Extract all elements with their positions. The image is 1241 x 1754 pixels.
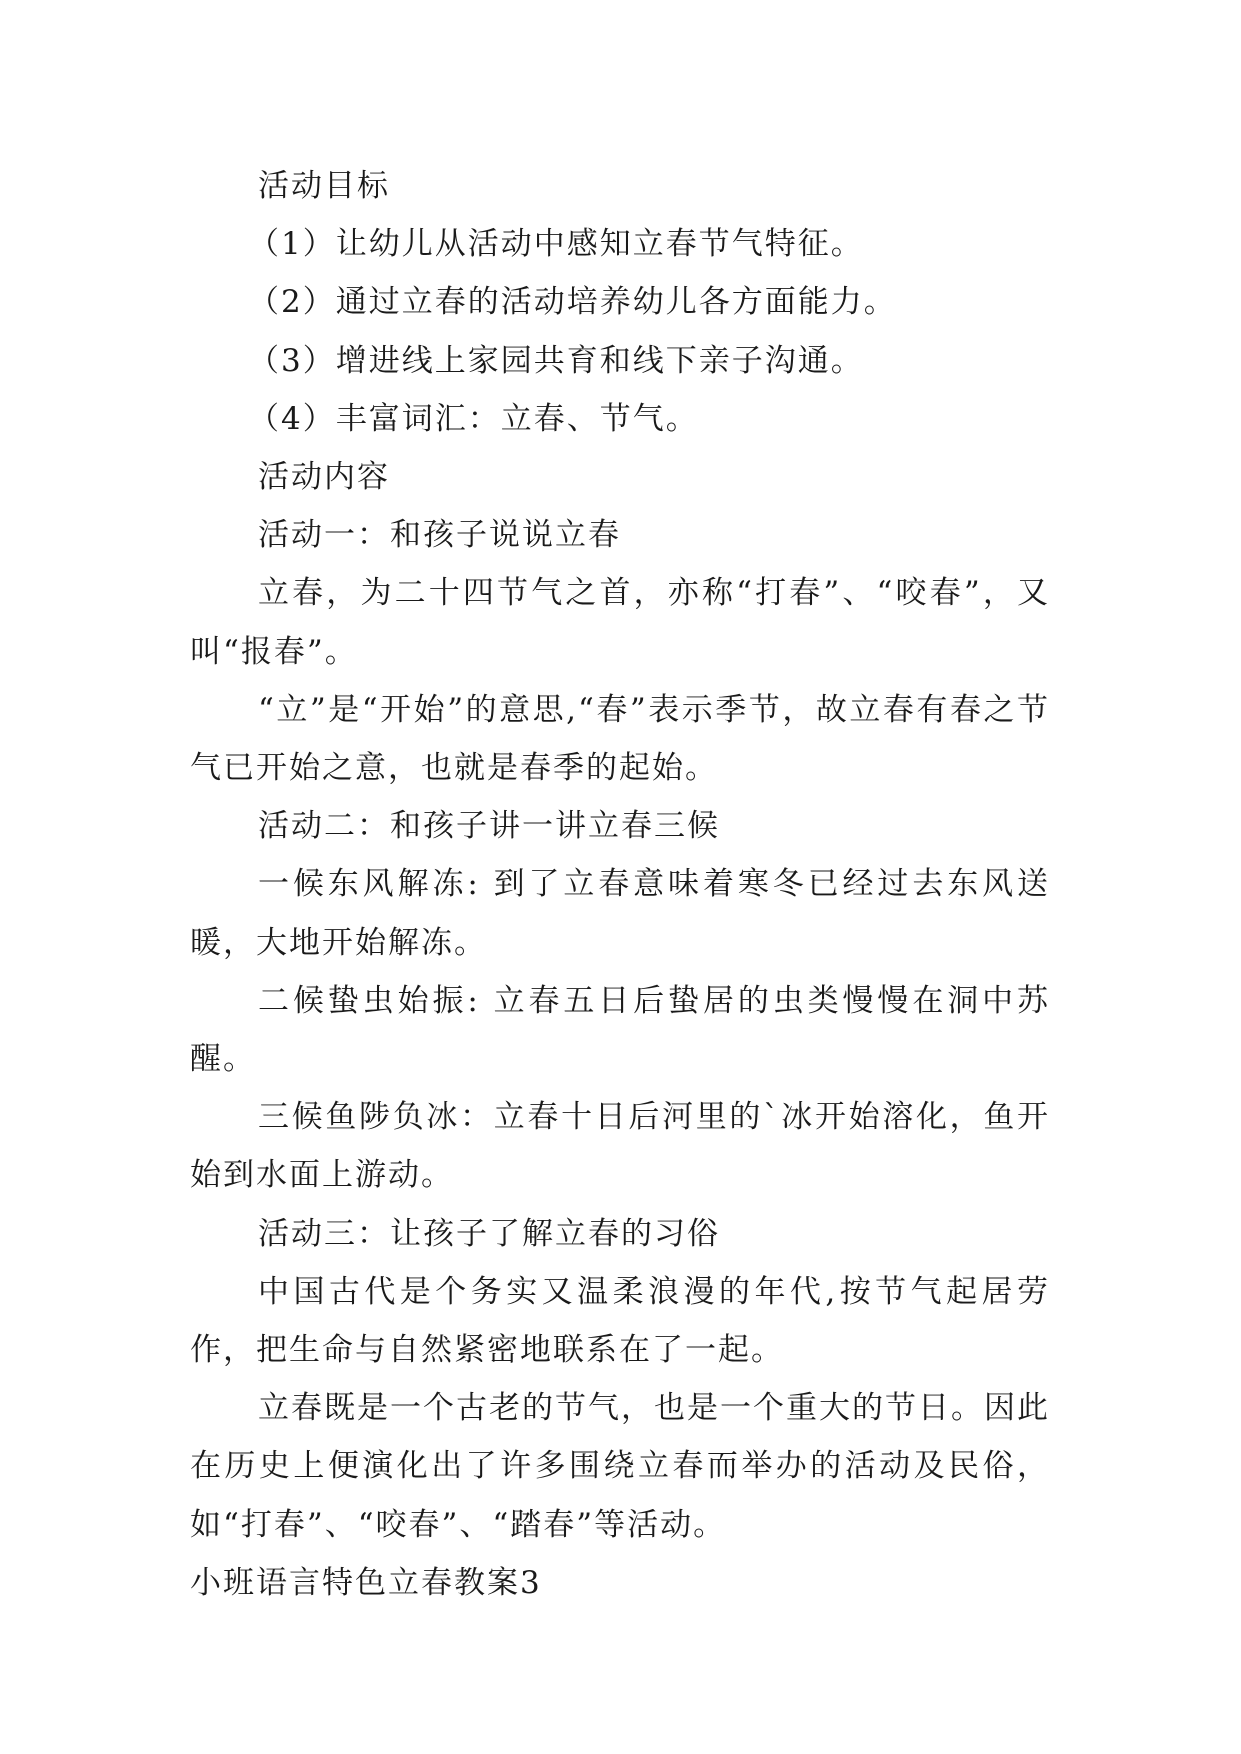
paragraph-ancient-china: 中国古代是个务实又温柔浪漫的年代,按节气起居劳作，把生命与自然紧密地联系在了一起。 [190,1273,1050,1369]
section-title-lesson-plan-3: 小班语言特色立春教案3 [190,1564,542,1601]
goal-item-2: （2）通过立春的活动培养幼儿各方面能力。 [248,284,897,321]
goal-item-3: （3）增进线上家园共育和线下亲子沟通。 [248,342,864,379]
paragraph-lichun-meaning: “立”是“开始”的意思,“春”表示季节，故立春有春之节气已开始之意，也就是春季的起始。 [190,691,1050,787]
paragraph-lichun-intro: 立春，为二十四节气之首，亦称“打春”、“咬春”，又叫“报春”。 [190,575,1050,670]
goal-item-1: （1）让幼儿从活动中感知立春节气特征。 [248,226,864,263]
heading-activity-three: 活动三：让孩子了解立春的习俗 [258,1215,720,1252]
heading-activity-content: 活动内容 [258,459,390,496]
heading-activity-one: 活动一：和孩子说说立春 [258,517,621,554]
paragraph-second-hou: 二候蛰虫始振: 立春五日后蛰居的虫类慢慢在洞中苏醒。 [190,982,1050,1078]
paragraph-lichun-customs: 立春既是一个古老的节气，也是一个重大的节日。因此在历史上便演化出了许多围绕立春而举办的活动及民俗，如“打春”、“咬春”、“踏春”等活动。 [190,1390,1050,1543]
heading-activity-two: 活动二：和孩子讲一讲立春三候 [258,808,720,845]
document-body [190,157,1050,1612]
paragraph-first-hou: 一候东风解冻: 到了立春意味着寒冬已经过去东风送暖，大地开始解冻。 [190,866,1050,961]
paragraph-third-hou: 三候鱼陟负冰：立春十日后河里的`冰开始溶化，鱼开始到水面上游动。 [190,1099,1050,1194]
goal-item-4: （4）丰富词汇：立春、节气。 [248,400,699,437]
heading-activity-goals: 活动目标 [258,168,390,204]
